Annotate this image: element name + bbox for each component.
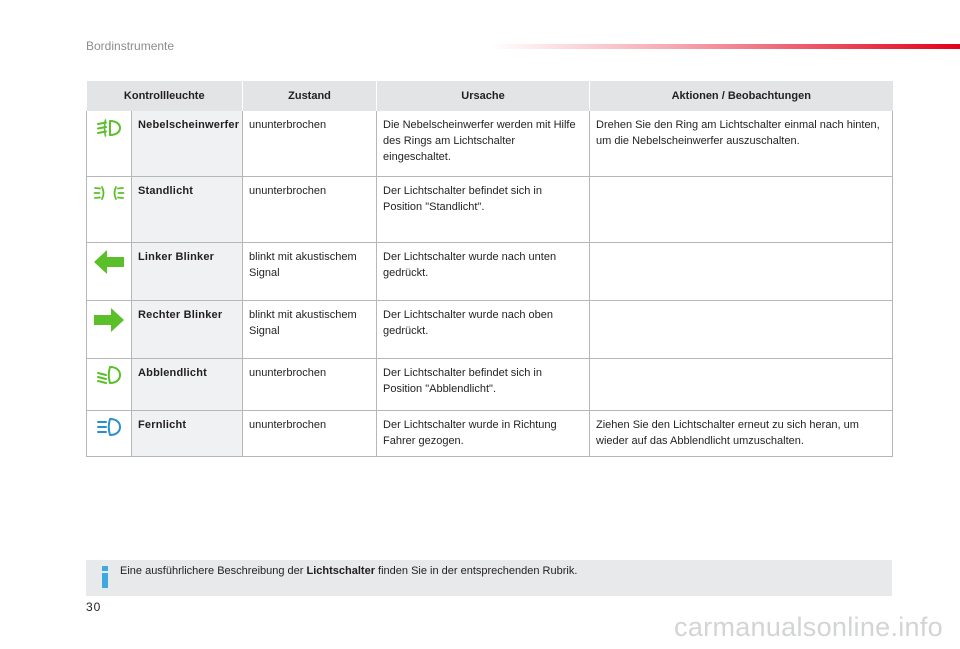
column-header-action: Aktionen / Beobachtungen xyxy=(590,81,893,111)
info-text-bold: Lichtschalter xyxy=(306,565,375,577)
lamp-cause: Der Lichtschalter befindet sich in Position "Abblendlicht". xyxy=(377,358,590,410)
table-row xyxy=(87,358,893,410)
right-indicator-icon xyxy=(93,307,125,333)
lamp-icon-cell xyxy=(87,111,132,176)
warning-lamp-table xyxy=(86,81,893,457)
lamp-state: blinkt mit akustischem Signal xyxy=(243,242,377,300)
lamp-state: ununterbrochen xyxy=(243,176,377,242)
lamp-name: Linker Blinker xyxy=(132,242,243,300)
lamp-name: Standlicht xyxy=(132,176,243,242)
lamp-state: ununterbrochen xyxy=(243,410,377,456)
lamp-action: Drehen Sie den Ring am Lichtschalter einmal nach hinten, um die Nebelscheinwerfer auszuschalten. xyxy=(590,111,893,176)
lamp-cause: Der Lichtschalter wurde in Richtung Fahrer gezogen. xyxy=(377,410,590,456)
info-text-after: finden Sie in der entsprechenden Rubrik. xyxy=(374,565,578,577)
column-header-cause: Ursache xyxy=(377,81,590,111)
lamp-icon-cell xyxy=(87,300,132,358)
section-title: Bordinstrumente xyxy=(86,39,175,53)
table-row xyxy=(87,111,893,176)
lamp-cause: Der Lichtschalter wurde nach unten gedrückt. xyxy=(377,242,590,300)
info-text xyxy=(120,565,577,577)
lamp-state: ununterbrochen xyxy=(243,111,377,176)
front-fog-lamp-icon xyxy=(96,117,122,139)
table-row xyxy=(87,242,893,300)
info-note xyxy=(86,560,892,596)
lamp-icon-cell xyxy=(87,242,132,300)
lamp-icon-cell xyxy=(87,358,132,410)
column-header-state: Zustand xyxy=(243,81,377,111)
lamp-action xyxy=(590,176,893,242)
lamp-action xyxy=(590,242,893,300)
info-icon xyxy=(98,566,112,588)
lamp-cause: Der Lichtschalter wurde nach oben gedrückt. xyxy=(377,300,590,358)
left-indicator-icon xyxy=(93,249,125,275)
page-number: 30 xyxy=(86,600,102,614)
table-row xyxy=(87,410,893,456)
dipped-beam-icon xyxy=(96,365,122,385)
lamp-cause: Der Lichtschalter befindet sich in Position "Standlicht". xyxy=(377,176,590,242)
lamp-name: Abblendlicht xyxy=(132,358,243,410)
watermark: carmanualsonline.info xyxy=(674,612,943,642)
header-accent-bar xyxy=(490,44,960,49)
lamp-icon-cell xyxy=(87,410,132,456)
lamp-cause: Die Nebelscheinwerfer werden mit Hilfe des Rings am Lichtschalter eingeschaltet. xyxy=(377,111,590,176)
table-row xyxy=(87,300,893,358)
sidelights-icon xyxy=(93,183,125,203)
lamp-state: blinkt mit akustischem Signal xyxy=(243,300,377,358)
lamp-action xyxy=(590,300,893,358)
lamp-name: Nebelscheinwerfer xyxy=(132,111,243,176)
column-header-lamp: Kontrollleuchte xyxy=(87,81,243,111)
info-text-before: Eine ausführlichere Beschreibung der xyxy=(120,565,307,577)
table-row xyxy=(87,176,893,242)
main-beam-icon xyxy=(96,417,122,437)
lamp-action: Ziehen Sie den Lichtschalter erneut zu sich heran, um wieder auf das Abblendlicht umzuschalten. xyxy=(590,410,893,456)
lamp-icon-cell xyxy=(87,176,132,242)
lamp-action xyxy=(590,358,893,410)
table-header-row xyxy=(87,81,893,111)
lamp-state: ununterbrochen xyxy=(243,358,377,410)
lamp-name: Fernlicht xyxy=(132,410,243,456)
lamp-name: Rechter Blinker xyxy=(132,300,243,358)
